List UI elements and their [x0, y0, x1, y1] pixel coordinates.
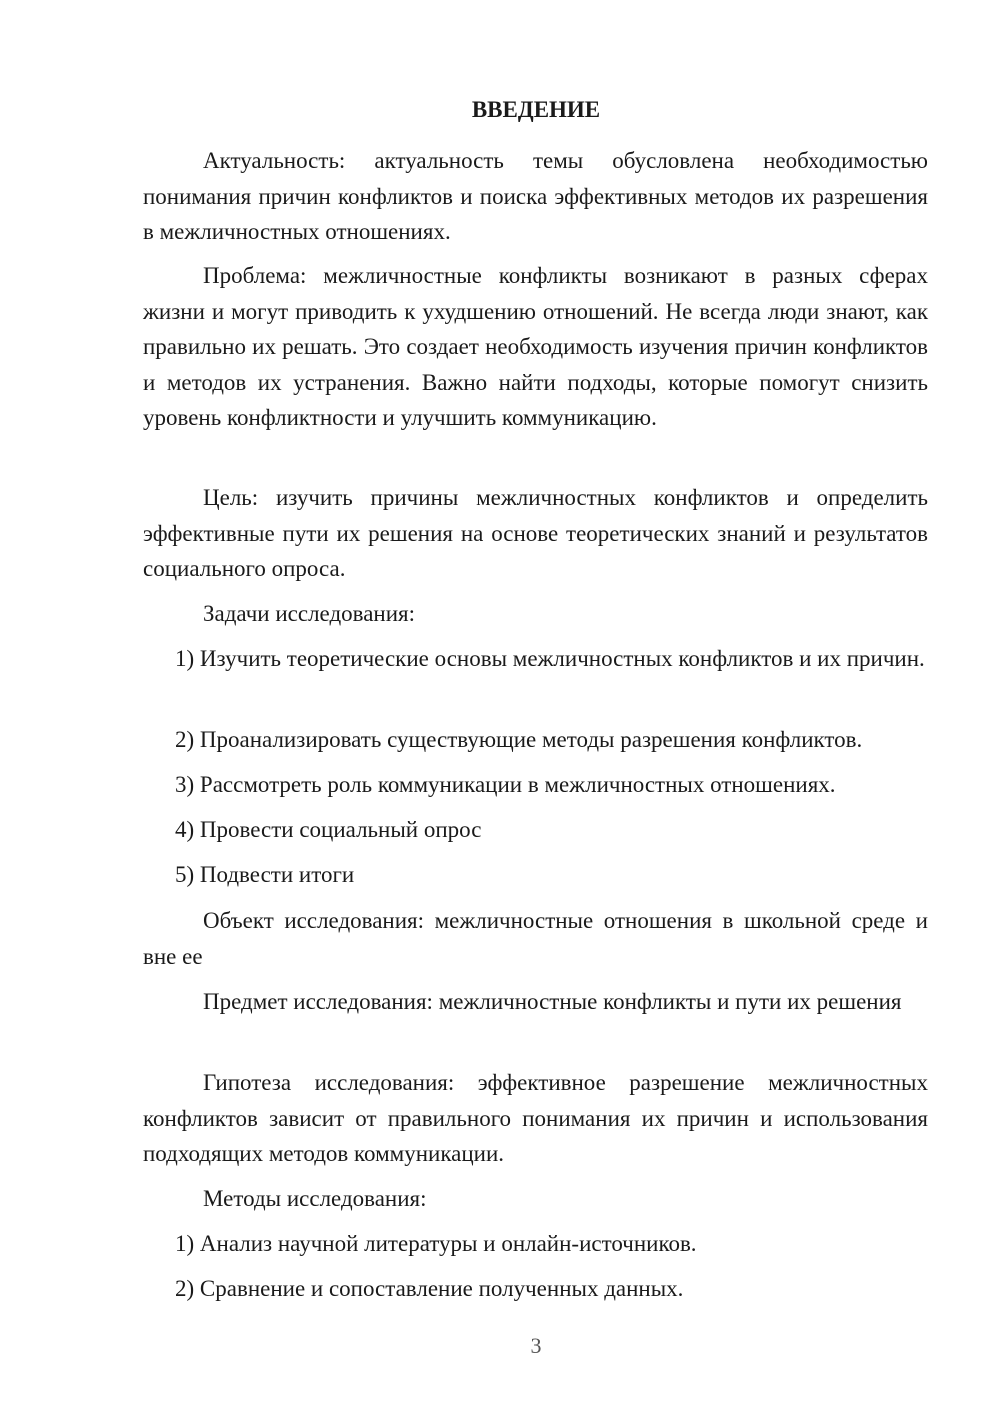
problem-paragraph: Проблема: межличностные конфликты возникают в разных сферах жизни и могут приводить к ухудшению отношений. Не всегда люди знают, как правильно их решать. Это создает необходимость изучения причин конфликтов и методов их устранения. Важно найти подходы, которые помогут снизить уровень конфликтности и улучшить коммуникацию. — [143, 263, 928, 430]
object-paragraph: Объект исследования: межличностные отношения в школьной среде и вне ее — [143, 908, 928, 969]
task-item: 2) Проанализировать существующие методы разрешения конфликтов. — [175, 727, 863, 752]
task-item: 1) Изучить теоретические основы межличностных конфликтов и их причин. — [175, 646, 925, 671]
method-item: 2) Сравнение и сопоставление полученных данных. — [175, 1276, 684, 1301]
hypothesis-paragraph: Гипотеза исследования: эффективное разрешение межличностных конфликтов зависит от правильного понимания их причин и использования подходящих методов коммуникации. — [143, 1070, 928, 1166]
tasks-heading: Задачи исследования: — [203, 601, 416, 626]
method-item: 1) Анализ научной литературы и онлайн-источников. — [175, 1231, 697, 1256]
relevance-paragraph: Актуальность: актуальность темы обусловлена необходимостью понимания причин конфликтов и поиска эффективных методов их разрешения в межличностных отношениях. — [143, 148, 928, 244]
methods-heading: Методы исследования: — [203, 1186, 427, 1211]
subject-paragraph: Предмет исследования: межличностные конфликты и пути их решения — [203, 989, 902, 1014]
task-item: 4) Провести социальный опрос — [175, 817, 482, 842]
task-item: 5) Подвести итоги — [175, 862, 355, 887]
page-number: 3 — [530, 1333, 542, 1358]
page-title: ВВЕДЕНИЕ — [471, 97, 601, 122]
goal-paragraph: Цель: изучить причины межличностных конфликтов и определить эффективные пути их решения на основе теоретических знаний и результатов социального опроса. — [143, 485, 928, 581]
task-item: 3) Рассмотреть роль коммуникации в межличностных отношениях. — [175, 772, 836, 797]
